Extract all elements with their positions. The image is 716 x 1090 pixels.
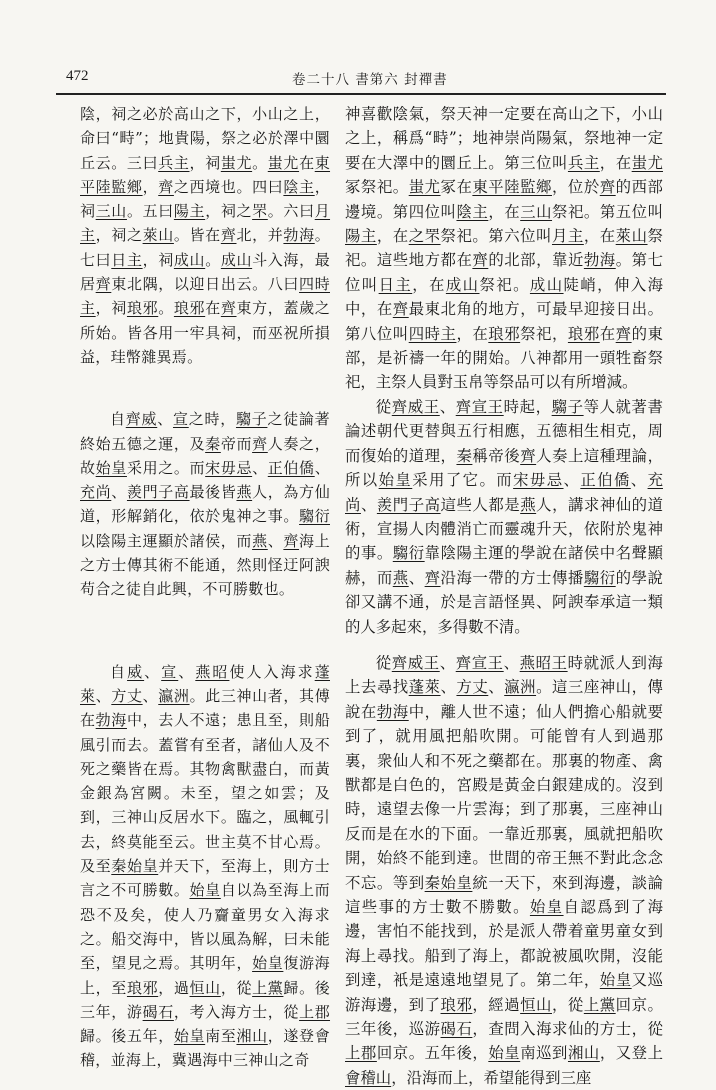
proper-name: 東平陸監鄉 [80,153,331,196]
text-run: 、 [95,686,112,705]
proper-name: 充尚 [345,471,663,514]
text-run: 沿海一帶的方士傳播 [440,568,584,587]
text-run: 回京。三年後，巡游 [345,995,663,1039]
proper-name: 陰主 [456,202,489,221]
text-run: 靠陰陽主運的學說在諸侯中名聲顯赫，而 [345,544,663,587]
proper-name: 齊 [158,177,174,196]
original-paragraph-3 [80,660,330,1073]
proper-name: 秦始皇 [424,873,473,892]
proper-name: 方丈 [111,686,143,705]
text-run: ，祠 [80,177,330,221]
proper-name: 騶衍 [299,507,330,526]
header-rule [56,93,666,95]
proper-name: 齊 [220,226,237,245]
proper-name: 四時主 [408,324,457,343]
text-run: 、 [360,495,377,514]
text-run: 歸。後五年， [80,1027,174,1046]
text-run: 自 [110,662,128,681]
text-run: ，在 [412,275,446,294]
proper-name: 齊 [520,446,537,465]
proper-name: 陰主 [283,177,315,196]
text-run: ，祠 [189,153,221,172]
text-run: ，考入海方士，從 [173,1002,300,1021]
proper-name: 瀛洲 [504,678,537,697]
translation-paragraph-3 [345,651,663,1090]
proper-name: 上黨 [252,978,284,997]
text-run: ，祠 [95,299,127,318]
proper-name: 蚩尤 [408,178,441,197]
proper-name: 湘山 [236,1027,268,1046]
proper-name: 齊威王 [391,397,440,416]
proper-name: 蓬萊 [80,662,330,705]
proper-name: 罘 [252,202,268,221]
text-run: 回京。五年後， [376,1044,489,1063]
paragraph-gap [80,602,330,660]
proper-name: 成山 [220,250,253,269]
text-run: 之西境也。四曰 [173,177,284,196]
text-run: 的西部邊境。第四位叫 [345,178,663,221]
text-run: 。 [205,250,221,269]
proper-name: 陽主 [345,227,377,246]
proper-name: 齊 [615,324,632,343]
text-run: 、 [440,678,457,697]
proper-name: 秦 [456,446,473,465]
text-run: 人奏上這種理論，所以 [345,446,663,490]
text-run: ，在 [456,324,489,343]
text-run: 并天下，至海上，則方士言之不可勝數。 [80,857,330,900]
page-number: 472 [66,68,89,84]
proper-name: 勃海 [376,702,409,721]
proper-name: 齊威王 [391,653,440,672]
proper-name: 碣石 [440,1020,473,1039]
paragraph-gap [345,639,663,651]
proper-name: 宋毋忌 [205,458,253,477]
text-run: 北，并 [236,226,284,245]
text-run: 。皆在 [173,226,221,245]
proper-name: 上郡 [345,1044,377,1063]
text-run: 、 [111,483,127,502]
proper-name: 勃海 [583,251,616,270]
text-run: 自認爲到了海邊，害怕不能找到，於是派人帶着童男童女到海上尋找。船到了海上，都說被風吹開，沒能到達，衹是遠遠地望見了。第二年， [345,898,663,990]
proper-name: 兵主 [567,153,600,172]
text-run: 在 [599,324,616,343]
proper-name: 萊山 [142,226,174,245]
text-run: 東北隅，以迎日出云。八曰 [111,275,300,294]
text-run: 、 [314,458,331,477]
text-run: 祭祀。第六位叫 [440,227,552,246]
text-run: ，遂登會稽，並海上，冀遇海中三神山之奇 [80,1027,330,1070]
text-run: 采用了它。而 [412,471,514,490]
proper-name: 羨門子高 [376,495,441,514]
text-run: 祭祀。這些地方都在 [345,227,663,270]
proper-name: 月主 [80,202,331,245]
text-run: ，在 [583,227,616,246]
proper-name: 之罘 [408,227,441,246]
text-run: 之時， [188,410,236,429]
text-run: 、 [503,653,520,672]
text-run: 人奏之，故 [80,434,330,477]
proper-name: 齊 [392,300,409,319]
proper-name: 燕昭王 [519,653,568,672]
text-run: 等人就著書論述朝代更替與五行相應，五德相生相克，周而復始的道理， [345,397,663,465]
text-run: 、 [563,471,581,490]
text-run: 最後皆 [189,483,237,502]
proper-name: 齊宣王 [455,397,504,416]
proper-name: 勃海 [283,226,315,245]
translation-paragraph-1 [345,102,663,395]
text-run: 稱帝後 [472,446,521,465]
text-run: 在 [205,299,221,318]
proper-name: 始皇 [488,1044,521,1063]
proper-name: 三山 [520,202,553,221]
text-run: 時起， [503,397,552,416]
text-run: 、 [142,686,159,705]
original-text-column [80,102,330,1073]
text-run: 陡峭，伸入海中，在 [345,275,663,319]
proper-name: 威 [127,662,145,681]
proper-name: 湘山 [567,1044,600,1063]
proper-name: 始皇 [378,471,413,490]
proper-name: 秦 [205,434,221,453]
proper-name: 琅邪 [173,299,206,318]
text-run: ，位於 [551,178,600,197]
text-run: 祭祀， [520,324,568,343]
proper-name: 齊 [472,251,489,270]
text-run: 斗入海，最居 [80,250,331,294]
text-run: 統一天下，來到海邊，談論這些事的方士數不勝數。 [345,873,663,916]
proper-name: 充尚 [80,483,112,502]
text-run: ，在 [376,227,409,246]
page-header [56,62,666,90]
proper-name: 成山 [445,275,480,294]
proper-name: 監鄉 [520,178,552,197]
proper-name: 方丈 [456,678,489,697]
proper-name: 齊 [220,299,237,318]
text-run: 的北部，靠近 [488,251,584,270]
proper-name: 瀛洲 [158,686,190,705]
text-run: 神喜歡陰氣，祭天神一定要在高山之下，小山之上，稱爲“畤”；地神崇尚陽氣，祭地神一定要在大澤中的圜丘上。第三位叫 [345,105,663,172]
original-paragraph-1 [80,102,330,369]
proper-name: 騶衍 [392,544,425,563]
text-run: 。六曰 [267,202,315,221]
text-run: 。第七位叫 [345,251,663,294]
paragraph-gap [80,369,330,407]
text-run: 帝而 [220,434,253,453]
proper-name: 琅邪 [488,324,521,343]
proper-name: 碣石 [142,1002,174,1021]
proper-name: 騶衍 [583,568,616,587]
proper-name: 四時主 [80,275,330,318]
text-run: 人，講求神仙的道術，宣揚人肉體消亡而靈魂升天，依附於鬼神的事。 [345,495,663,563]
text-run: ，在 [599,153,632,172]
proper-name: 騶子 [551,397,584,416]
proper-name: 琅邪 [126,978,159,997]
text-run: ，祠之 [95,226,143,245]
text-run: ，祠之 [205,202,253,221]
proper-name: 始皇 [189,881,221,900]
text-run: 、 [267,531,284,550]
text-run: 中，去人不遠；患且至，則船風引而去。蓋嘗有至者，諸仙人及不死之藥皆在焉。其物禽獸盡白，而黃金銀為宮闕。未至，望之如雲；及到，三神山反居水下。臨之，風輒引去，終莫能至云。世主莫不甘心焉。及至 [80,711,330,876]
text-run: 自 [110,410,126,429]
text-run: 冢在 [440,178,473,197]
translation-column [345,102,663,1090]
text-run: 、 [252,458,268,477]
proper-name: 正伯僑 [580,471,631,490]
text-run: 的東部，是祈禱一年的開始。八神都用一頭牲畜祭祀，主祭人員對玉帛等祭品可以有所增減。 [345,324,663,392]
text-run: 祭祀。 [479,275,530,294]
text-run: 。此三神山者，其傅在 [80,686,331,730]
text-run: 時就派人到海上去尋找 [345,653,663,697]
text-run: 從 [375,653,392,672]
text-run: 、 [144,662,162,681]
text-run: 中，離人世不遠；仙人們擔心船就要到了，就用風把船吹開。可能曾有人到過那裏，衆仙人和不死之藥都在。那裏的物產、禽獸都是白色的，宮殿是黃金白銀建成的。沒到時，遠望去像一片雲海；到了那裏，三座神山反而是在水的下面。一靠近那裏，風就把船吹開，始終不能到達。世間的帝王無不對此念念不忘。等到 [345,702,663,892]
text-run: 陰，祠之必於高山之下，小山之上，命曰“畤”；地貴陽，祭之必於澤中圜丘云。三曰 [80,105,330,172]
text-run: ，過 [158,978,190,997]
proper-name: 齊宣王 [455,653,504,672]
proper-name: 宣 [172,410,189,429]
text-run: 、 [488,678,505,697]
proper-name: 燕 [236,483,253,502]
proper-name: 三山 [95,202,127,221]
proper-name: 齊 [252,434,268,453]
text-run: 自以為至海上而恐不及矣，使人乃齎童男女入海求之。船交海中，皆以風為解，曰未能至，望見之焉。其明年， [80,881,330,973]
proper-name: 燕 [392,568,409,587]
text-run: 東方，蓋歲之所始。皆各用一牢具祠，而巫祝所損益，珪幣雜異焉。 [80,299,331,366]
proper-name: 上黨 [583,995,616,1014]
proper-name: 始皇 [252,954,284,973]
proper-name: 齊 [95,275,112,294]
proper-name: 東平陸 [472,178,521,197]
text-run: 的學說卻又講不通，於是言語怪異、阿諛奉承這一類的人多起來，多得數不清。 [345,568,663,636]
text-run: ，在 [488,202,521,221]
text-run: ，從 [220,978,253,997]
text-run: 、 [178,662,196,681]
text-run: 采用之。而 [126,458,206,477]
proper-name: 蚩尤 [631,153,663,172]
proper-name: 燕 [520,495,537,514]
proper-name: 萊山 [615,227,648,246]
proper-name: 宣 [161,662,179,681]
text-run: 之徒論著終始五德之運，及 [80,410,330,453]
text-run: 以陰陽主運顯於諸侯，而 [80,531,253,550]
proper-name: 宋毋忌 [513,471,564,490]
proper-name: 成山 [529,275,564,294]
text-run: 。這三座神山，傳說在 [345,678,663,721]
proper-name: 始皇 [95,458,127,477]
text-run: 祭祀。第五位叫 [552,202,663,221]
text-run: 又巡游海邊，到了 [345,971,663,1014]
text-run: 人，為方仙道，形解銷化，依於鬼神之事。 [80,483,330,526]
proper-name: 始皇 [173,1027,206,1046]
proper-name: 兵主 [158,153,190,172]
proper-name: 日主 [111,250,143,269]
text-run: 歸。後三年，游 [80,978,331,1021]
text-run: 冢祭祀。 [345,178,409,197]
text-run: 使人入海求 [229,662,315,681]
proper-name: 始皇 [529,898,564,916]
proper-name: 始皇 [599,971,632,990]
text-run: 這些人都是 [440,495,521,514]
original-paragraph-2 [80,407,330,601]
proper-name: 蚩尤 [267,153,300,172]
text-run: ， [142,177,159,196]
text-run: 南巡到 [520,1044,568,1063]
text-run: 。 [158,299,174,318]
text-run: 復游海上，至 [80,954,330,997]
proper-name: 上郡 [299,1002,331,1021]
text-run: 。 [252,153,268,172]
text-run: 、 [439,653,456,672]
text-run: 、 [157,410,173,429]
proper-name: 恒山 [520,995,552,1014]
proper-name: 恒山 [189,978,221,997]
proper-name: 燕昭 [195,662,230,681]
proper-name: 秦始皇 [111,857,159,876]
proper-name: 燕 [252,531,268,550]
proper-name: 齊 [283,531,300,550]
proper-name: 正伯僑 [267,458,315,477]
text-run: ，查問入海求仙的方士，從 [472,1020,663,1039]
text-run: 海上之方士傳其術不能通，然則怪迂阿諛苟合之徒自此興，不可勝數也。 [80,531,330,599]
text-run: ，祠 [142,250,174,269]
text-run: 、 [408,568,425,587]
proper-name: 齊 [424,568,441,587]
proper-name: 羨門子高 [126,483,190,502]
text-run: 。七曰 [80,226,331,269]
text-run: ，經過 [472,995,521,1014]
proper-name: 齊威 [125,410,158,429]
text-run: 、 [439,397,456,416]
text-run: ，沿海而上，希望能得到三座 [391,1068,592,1087]
proper-name: 勃海 [95,711,127,730]
text-run: 、 [630,471,648,490]
proper-name: 日主 [378,275,413,294]
proper-name: 齊 [599,178,616,197]
text-run: 從 [375,397,392,416]
text-run: ，從 [551,995,584,1014]
proper-name: 會稽山 [345,1068,392,1087]
proper-name: 琅邪 [440,995,473,1014]
proper-name: 蓬萊 [408,678,441,697]
text-run: 。五曰 [126,202,174,221]
proper-name: 騶子 [235,410,268,429]
proper-name: 月主 [551,227,584,246]
proper-name: 琅邪 [567,324,600,343]
text-run: ，又登上 [599,1044,663,1063]
proper-name: 蚩尤 [220,153,253,172]
proper-name: 陽主 [173,202,206,221]
running-title: 卷二十八 書第六 封禪書 [292,72,448,88]
proper-name: 成山 [173,250,206,269]
text-run: 南至 [205,1027,237,1046]
proper-name: 琅邪 [126,299,159,318]
translation-paragraph-2 [345,395,663,639]
text-run: 最東北角的地方，可最早迎接日出。第八位叫 [345,300,663,343]
text-run: 在 [299,153,315,172]
